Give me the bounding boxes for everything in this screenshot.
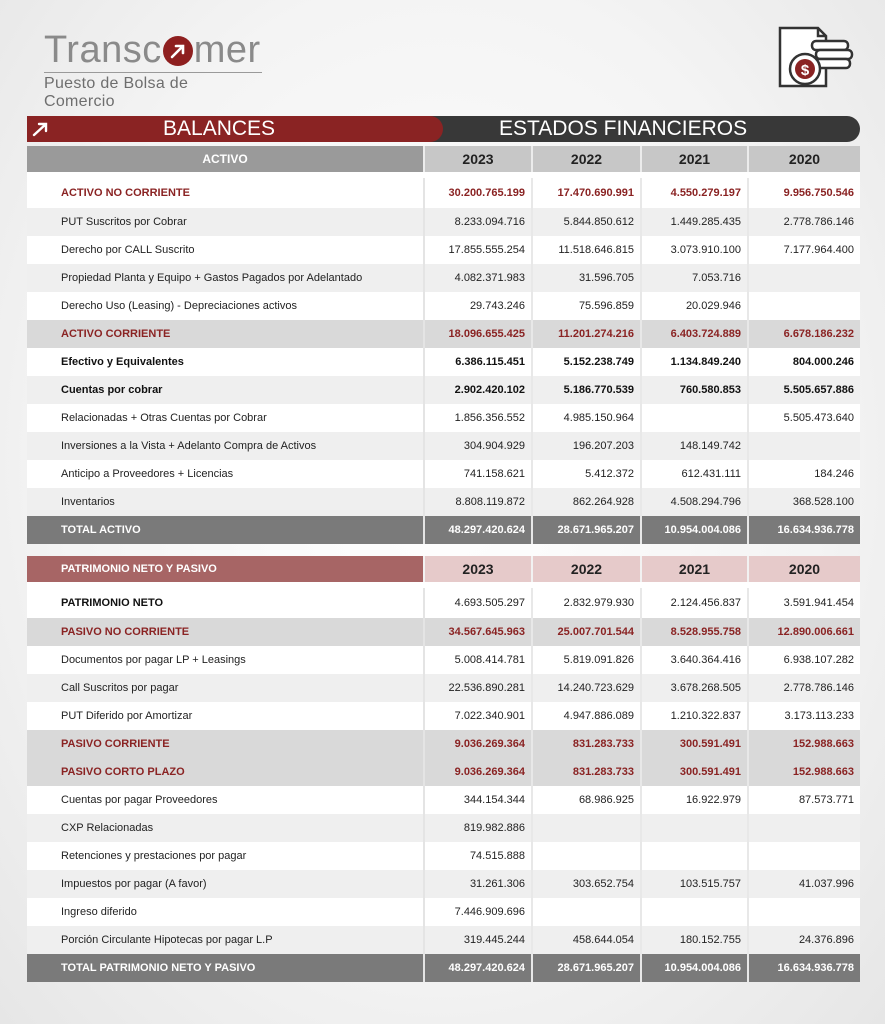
- row-value: 17.855.555.254: [424, 236, 532, 264]
- row-value: 4.550.279.197: [641, 178, 748, 208]
- logo-wordmark: Transc mer: [44, 29, 261, 71]
- row-label: ACTIVO CORRIENTE: [27, 320, 424, 348]
- row-value: 152.988.663: [748, 730, 860, 758]
- row-label: Call Suscritos por pagar: [27, 674, 424, 702]
- row-value: 5.505.657.886: [748, 376, 860, 404]
- table-row: [27, 404, 860, 432]
- row-value: 48.297.420.624: [424, 516, 532, 544]
- row-value: 5.152.238.749: [532, 348, 641, 376]
- row-value: 152.988.663: [748, 758, 860, 786]
- row-label: Efectivo y Equivalentes: [27, 348, 424, 376]
- row-value: 10.954.004.086: [641, 516, 748, 544]
- pasivo-header-row: [27, 556, 860, 582]
- row-value: 368.528.100: [748, 488, 860, 516]
- pasivo-header: PATRIMONIO NETO Y PASIVO: [27, 556, 424, 582]
- row-value: 24.376.896: [748, 926, 860, 954]
- row-value: 16.922.979: [641, 786, 748, 814]
- year-header: 2021: [641, 556, 748, 582]
- row-value: 87.573.771: [748, 786, 860, 814]
- row-label: ACTIVO NO CORRIENTE: [27, 178, 424, 208]
- row-value: 2.778.786.146: [748, 674, 860, 702]
- activo-header-row: [27, 146, 860, 172]
- pasivo-table: [27, 556, 860, 982]
- row-value: 8.528.955.758: [641, 618, 748, 646]
- row-value: 30.200.765.199: [424, 178, 532, 208]
- row-value: 344.154.344: [424, 786, 532, 814]
- row-value: 9.036.269.364: [424, 758, 532, 786]
- table-row: [27, 488, 860, 516]
- row-label: PASIVO CORTO PLAZO: [27, 758, 424, 786]
- table-row: [27, 264, 860, 292]
- row-value: 2.778.786.146: [748, 208, 860, 236]
- table-row: [27, 292, 860, 320]
- activo-header: ACTIVO: [27, 146, 424, 172]
- table-row: [27, 730, 860, 758]
- row-value: 20.029.946: [641, 292, 748, 320]
- financial-document-icon: [776, 26, 856, 95]
- logo-subtitle: Puesto de Bolsa de Comercio: [44, 72, 262, 111]
- row-value: 319.445.244: [424, 926, 532, 954]
- row-label: PUT Suscritos por Cobrar: [27, 208, 424, 236]
- row-value: 6.386.115.451: [424, 348, 532, 376]
- row-label: PASIVO NO CORRIENTE: [27, 618, 424, 646]
- row-value: 7.022.340.901: [424, 702, 532, 730]
- table-row: [27, 786, 860, 814]
- year-header: 2022: [532, 556, 641, 582]
- company-logo: [44, 30, 262, 111]
- row-value: 5.819.091.826: [532, 646, 641, 674]
- row-label: CXP Relacionadas: [27, 814, 424, 842]
- table-row: [27, 618, 860, 646]
- row-value: 25.007.701.544: [532, 618, 641, 646]
- row-value: 862.264.928: [532, 488, 641, 516]
- row-value: 7.177.964.400: [748, 236, 860, 264]
- row-value: 74.515.888: [424, 842, 532, 870]
- row-value: [532, 842, 641, 870]
- row-value: 4.693.505.297: [424, 588, 532, 618]
- row-value: 2.902.420.102: [424, 376, 532, 404]
- section-banner: [27, 116, 860, 142]
- row-value: 4.985.150.964: [532, 404, 641, 432]
- row-label: Documentos por pagar LP + Leasings: [27, 646, 424, 674]
- row-value: 4.508.294.796: [641, 488, 748, 516]
- row-value: [641, 404, 748, 432]
- row-label: Propiedad Planta y Equipo + Gastos Pagados por Adelantado: [27, 264, 424, 292]
- row-value: 11.518.646.815: [532, 236, 641, 264]
- table-row: [27, 814, 860, 842]
- table-row: [27, 842, 860, 870]
- row-value: 34.567.645.963: [424, 618, 532, 646]
- row-value: 180.152.755: [641, 926, 748, 954]
- table-row: [27, 178, 860, 208]
- table-row: [27, 460, 860, 488]
- row-value: [532, 814, 641, 842]
- row-label: PASIVO CORRIENTE: [27, 730, 424, 758]
- row-value: 28.671.965.207: [532, 954, 641, 982]
- row-value: 11.201.274.216: [532, 320, 641, 348]
- row-value: 184.246: [748, 460, 860, 488]
- table-row: [27, 208, 860, 236]
- row-value: 5.505.473.640: [748, 404, 860, 432]
- table-row: [27, 954, 860, 982]
- row-value: 4.947.886.089: [532, 702, 641, 730]
- row-value: 3.640.364.416: [641, 646, 748, 674]
- row-value: [748, 432, 860, 460]
- row-label: Retenciones y prestaciones por pagar: [27, 842, 424, 870]
- row-value: 6.938.107.282: [748, 646, 860, 674]
- row-value: 9.956.750.546: [748, 178, 860, 208]
- row-label: Ingreso diferido: [27, 898, 424, 926]
- row-value: 41.037.996: [748, 870, 860, 898]
- row-value: 7.053.716: [641, 264, 748, 292]
- row-label: Cuentas por cobrar: [27, 376, 424, 404]
- row-value: [748, 264, 860, 292]
- row-value: 3.073.910.100: [641, 236, 748, 264]
- row-value: 16.634.936.778: [748, 954, 860, 982]
- table-row: [27, 758, 860, 786]
- table-row: [27, 702, 860, 730]
- row-value: [641, 898, 748, 926]
- banner-title-balances: BALANCES: [163, 117, 276, 140]
- row-label: TOTAL PATRIMONIO NETO Y PASIVO: [27, 954, 424, 982]
- row-value: 8.233.094.716: [424, 208, 532, 236]
- year-header: 2020: [748, 146, 860, 172]
- row-value: 1.134.849.240: [641, 348, 748, 376]
- row-value: 1.210.322.837: [641, 702, 748, 730]
- row-value: 28.671.965.207: [532, 516, 641, 544]
- row-value: 3.173.113.233: [748, 702, 860, 730]
- row-label: PUT Diferido por Amortizar: [27, 702, 424, 730]
- row-value: 300.591.491: [641, 758, 748, 786]
- row-label: Derecho Uso (Leasing) - Depreciaciones activos: [27, 292, 424, 320]
- row-value: 612.431.111: [641, 460, 748, 488]
- row-value: 1.856.356.552: [424, 404, 532, 432]
- table-row: [27, 926, 860, 954]
- row-value: 31.261.306: [424, 870, 532, 898]
- row-value: 2.832.979.930: [532, 588, 641, 618]
- year-header: 2020: [748, 556, 860, 582]
- row-value: 48.297.420.624: [424, 954, 532, 982]
- row-value: 14.240.723.629: [532, 674, 641, 702]
- row-value: 303.652.754: [532, 870, 641, 898]
- row-label: Porción Circulante Hipotecas por pagar L.P: [27, 926, 424, 954]
- row-value: [748, 842, 860, 870]
- row-value: 196.207.203: [532, 432, 641, 460]
- table-row: [27, 320, 860, 348]
- year-header: 2021: [641, 146, 748, 172]
- row-value: [748, 814, 860, 842]
- row-label: TOTAL ACTIVO: [27, 516, 424, 544]
- table-row: [27, 432, 860, 460]
- row-value: 304.904.929: [424, 432, 532, 460]
- row-value: 17.470.690.991: [532, 178, 641, 208]
- row-label: Inversiones a la Vista + Adelanto Compra de Activos: [27, 432, 424, 460]
- logo-arrow-icon: [163, 36, 193, 66]
- year-header: 2023: [424, 556, 532, 582]
- row-value: 831.283.733: [532, 758, 641, 786]
- row-label: Cuentas por pagar Proveedores: [27, 786, 424, 814]
- row-value: 2.124.456.837: [641, 588, 748, 618]
- year-header: 2023: [424, 146, 532, 172]
- row-value: 300.591.491: [641, 730, 748, 758]
- row-value: 6.678.186.232: [748, 320, 860, 348]
- table-row: [27, 646, 860, 674]
- row-value: 148.149.742: [641, 432, 748, 460]
- row-value: 3.591.941.454: [748, 588, 860, 618]
- row-value: [532, 898, 641, 926]
- row-value: 741.158.621: [424, 460, 532, 488]
- row-value: 75.596.859: [532, 292, 641, 320]
- table-row: [27, 898, 860, 926]
- row-value: 804.000.246: [748, 348, 860, 376]
- row-value: 12.890.006.661: [748, 618, 860, 646]
- table-row: [27, 870, 860, 898]
- table-row: [27, 348, 860, 376]
- row-value: 819.982.886: [424, 814, 532, 842]
- table-row: [27, 236, 860, 264]
- row-value: 7.446.909.696: [424, 898, 532, 926]
- row-value: 8.808.119.872: [424, 488, 532, 516]
- row-value: 5.412.372: [532, 460, 641, 488]
- row-value: 22.536.890.281: [424, 674, 532, 702]
- row-label: PATRIMONIO NETO: [27, 588, 424, 618]
- activo-table: [27, 146, 860, 544]
- row-value: 103.515.757: [641, 870, 748, 898]
- row-value: 5.008.414.781: [424, 646, 532, 674]
- row-value: [641, 842, 748, 870]
- row-label: Anticipo a Proveedores + Licencias: [27, 460, 424, 488]
- row-label: Inventarios: [27, 488, 424, 516]
- row-value: 5.844.850.612: [532, 208, 641, 236]
- row-value: 6.403.724.889: [641, 320, 748, 348]
- row-value: 1.449.285.435: [641, 208, 748, 236]
- row-value: 9.036.269.364: [424, 730, 532, 758]
- row-value: 18.096.655.425: [424, 320, 532, 348]
- row-value: 458.644.054: [532, 926, 641, 954]
- table-row: [27, 516, 860, 544]
- svg-text:$: $: [800, 62, 810, 79]
- row-value: 3.678.268.505: [641, 674, 748, 702]
- table-row: [27, 376, 860, 404]
- table-row: [27, 588, 860, 618]
- row-value: 5.186.770.539: [532, 376, 641, 404]
- row-value: 760.580.853: [641, 376, 748, 404]
- year-header: 2022: [532, 146, 641, 172]
- row-label: Derecho por CALL Suscrito: [27, 236, 424, 264]
- row-value: [748, 898, 860, 926]
- row-value: 16.634.936.778: [748, 516, 860, 544]
- row-label: Relacionadas + Otras Cuentas por Cobrar: [27, 404, 424, 432]
- row-value: 29.743.246: [424, 292, 532, 320]
- row-value: 831.283.733: [532, 730, 641, 758]
- row-value: 68.986.925: [532, 786, 641, 814]
- row-value: 10.954.004.086: [641, 954, 748, 982]
- arrow-up-right-icon: [31, 120, 51, 138]
- banner-title-estados: ESTADOS FINANCIEROS: [499, 117, 748, 140]
- row-value: 31.596.705: [532, 264, 641, 292]
- row-value: 4.082.371.983: [424, 264, 532, 292]
- row-value: [748, 292, 860, 320]
- table-row: [27, 674, 860, 702]
- row-value: [641, 814, 748, 842]
- row-label: Impuestos por pagar (A favor): [27, 870, 424, 898]
